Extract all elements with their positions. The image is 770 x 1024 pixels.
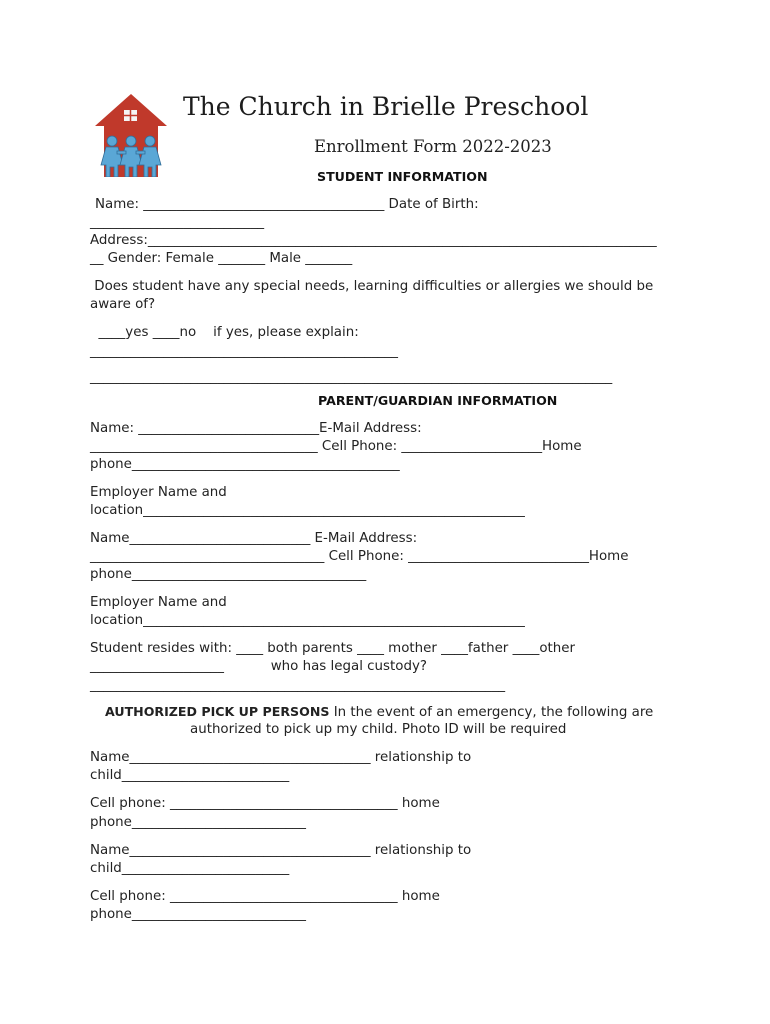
form-subtitle: Enrollment Form 2022-2023: [314, 137, 552, 156]
pickup-heading-rest: In the event of an emergency, the following are: [329, 705, 654, 720]
legal-custody-line[interactable]: ______________________________________________________________: [90, 678, 506, 693]
special-needs-yes-no[interactable]: ____yes ____no if yes, please explain:: [90, 325, 359, 340]
student-gender-field[interactable]: __ Gender: Female _______ Male _______: [90, 251, 353, 266]
parent2-home-phone-field[interactable]: phone___________________________________: [90, 567, 367, 582]
school-house-logo: [95, 93, 167, 177]
parent2-employer-label: Employer Name and: [90, 595, 227, 610]
pickup-heading-bold: AUTHORIZED PICK UP PERSONS: [105, 704, 330, 719]
parent1-email-cell-field[interactable]: __________________________________ Cell Phone: _____________________Home: [90, 439, 582, 454]
resides-with-field[interactable]: Student resides with: ____ both parents ____ mother ____father ____other: [90, 641, 576, 656]
parent2-employer-field[interactable]: location_________________________________________________________: [90, 613, 525, 628]
student-heading: STUDENT INFORMATION: [317, 169, 488, 184]
parent1-employer-field[interactable]: location_________________________________________________________: [90, 503, 525, 518]
parent1-employer-label: Employer Name and: [90, 485, 227, 500]
pickup-heading-line2: authorized to pick up my child. Photo ID will be required: [190, 722, 567, 737]
pickup1-cell-field[interactable]: Cell phone: __________________________________ home: [90, 796, 440, 811]
pickup2-home-phone-field[interactable]: phone__________________________: [90, 907, 306, 922]
pickup-heading: [105, 703, 653, 722]
pickup2-name-field[interactable]: Name____________________________________ relationship to: [90, 843, 472, 858]
pickup1-relationship-field[interactable]: child_________________________: [90, 768, 290, 783]
parent1-home-phone-field[interactable]: phone________________________________________: [90, 457, 400, 472]
special-needs-question-cont: aware of?: [90, 297, 156, 312]
explain-line-2[interactable]: ______________________________________________________________________________: [90, 370, 613, 385]
pickup2-cell-field[interactable]: Cell phone: __________________________________ home: [90, 889, 440, 904]
legal-custody-field[interactable]: ____________________ who has legal custody?: [90, 659, 427, 674]
student-name-field[interactable]: Name: ____________________________________ Date of Birth:: [95, 197, 479, 212]
special-needs-question: Does student have any special needs, learning difficulties or allergies we should be: [90, 279, 654, 294]
school-title: The Church in Brielle Preschool: [183, 92, 589, 121]
student-address-field[interactable]: Address:____________________________________________________________________________: [90, 233, 657, 248]
parent2-email-cell-field[interactable]: ___________________________________ Cell Phone: ___________________________Home: [90, 549, 629, 564]
parent1-name-field[interactable]: Name: ___________________________E-Mail Address:: [90, 421, 422, 436]
pickup2-relationship-field[interactable]: child_________________________: [90, 861, 290, 876]
parent-heading: PARENT/GUARDIAN INFORMATION: [318, 393, 558, 408]
parent2-name-field[interactable]: Name___________________________ E-Mail Address:: [90, 531, 418, 546]
explain-line-1[interactable]: ______________________________________________: [90, 344, 398, 359]
student-dob-field[interactable]: __________________________: [90, 215, 265, 230]
pickup1-name-field[interactable]: Name____________________________________ relationship to: [90, 750, 472, 765]
pickup1-home-phone-field[interactable]: phone__________________________: [90, 815, 306, 830]
